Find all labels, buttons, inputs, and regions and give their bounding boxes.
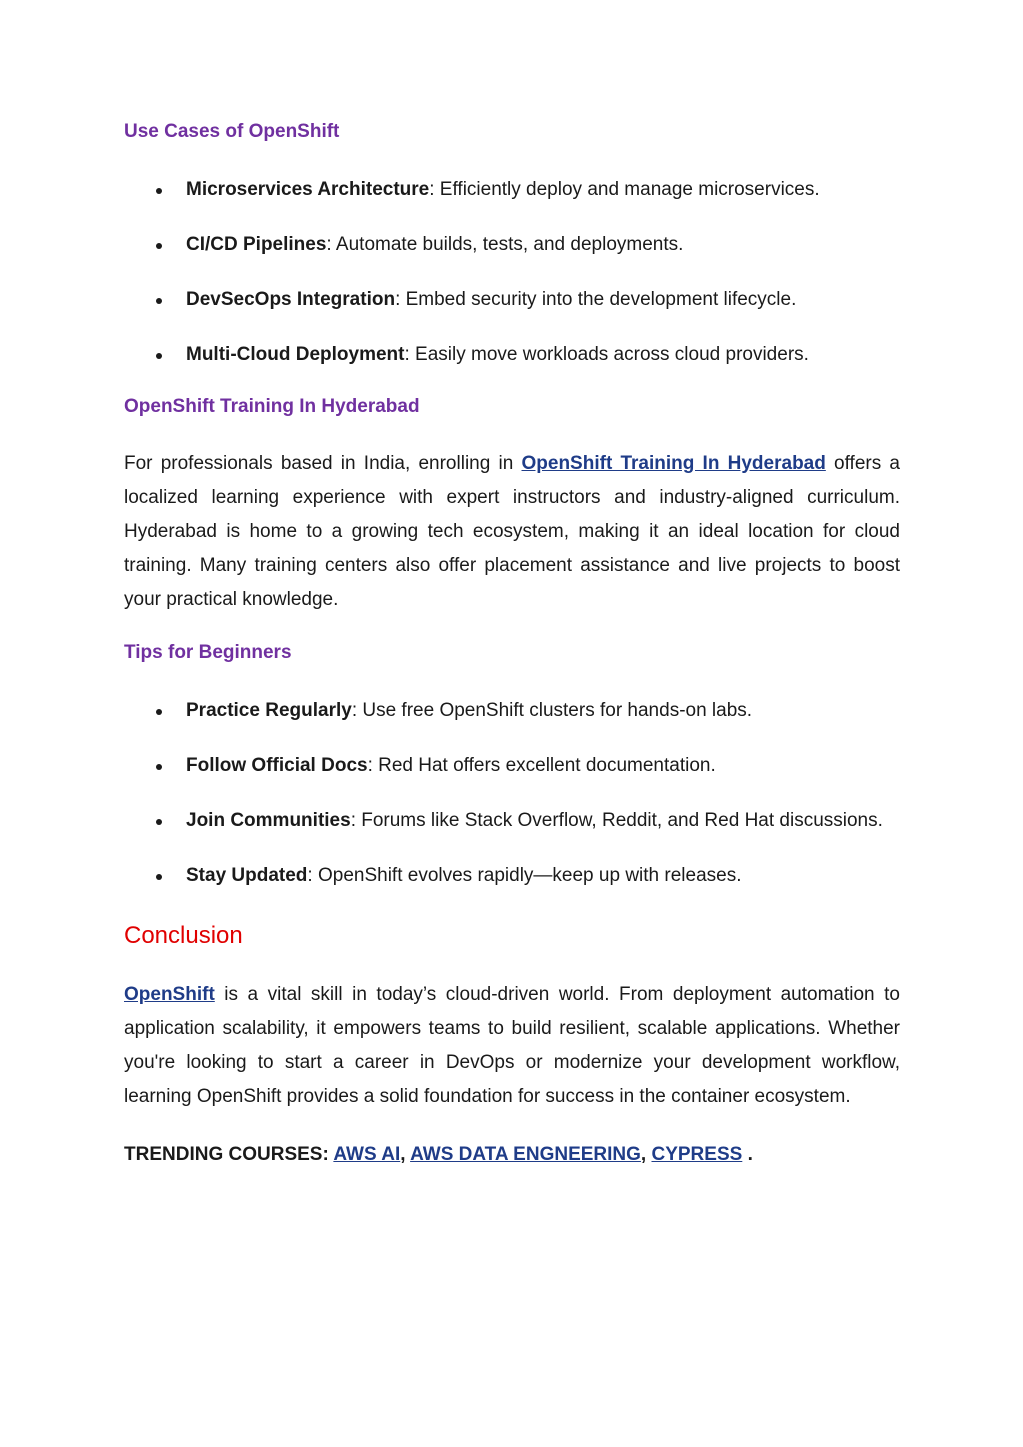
item-term: Follow Official Docs: [186, 755, 368, 776]
list-item: [124, 804, 900, 838]
separator: ,: [400, 1144, 411, 1165]
list-item: [124, 749, 900, 783]
item-desc: : Forums like Stack Overflow, Reddit, and Red Hat discussions.: [350, 810, 883, 831]
item-desc: : OpenShift evolves rapidly—keep up with releases.: [307, 865, 742, 886]
conclusion-paragraph: [124, 978, 900, 1114]
aws-data-engineering-link[interactable]: AWS DATA ENGNEERING: [410, 1144, 641, 1165]
list-item: [124, 228, 900, 262]
list-item: [124, 694, 900, 728]
aws-ai-link[interactable]: AWS AI: [333, 1144, 401, 1165]
item-term: Multi-Cloud Deployment: [186, 344, 405, 365]
use-cases-list: [124, 173, 900, 372]
bullet-icon: [156, 298, 162, 304]
list-item: [124, 859, 900, 893]
bullet-icon: [156, 874, 162, 880]
bullet-icon: [156, 819, 162, 825]
list-item: [124, 338, 900, 372]
item-term: CI/CD Pipelines: [186, 234, 327, 255]
item-desc: : Automate builds, tests, and deployments.: [326, 234, 684, 255]
bullet-icon: [156, 709, 162, 715]
item-term: Practice Regularly: [186, 700, 352, 721]
bullet-icon: [156, 188, 162, 194]
list-item: [124, 283, 900, 317]
cypress-link[interactable]: CYPRESS: [651, 1144, 743, 1165]
list-item: [124, 173, 900, 207]
bullet-icon: [156, 243, 162, 249]
document-page: [124, 118, 900, 1172]
trending-courses: [124, 1138, 900, 1172]
tips-heading: Tips for Beginners: [124, 642, 292, 663]
item-desc: : Easily move workloads across cloud providers.: [404, 344, 809, 365]
item-desc: : Use free OpenShift clusters for hands-on labs.: [351, 700, 753, 721]
separator: ,: [640, 1144, 652, 1165]
conclusion-heading: Conclusion: [124, 922, 243, 949]
openshift-link[interactable]: OpenShift: [124, 984, 215, 1005]
item-term: Microservices Architecture: [186, 179, 430, 200]
conclusion-text: is a vital skill in today’s cloud-driven world. From deployment automation to application scalability, it empowers teams to build resilient, scalable applications. Whether you're looking to start a career in DevOps or modernize your development workflow, learning OpenShift provides a solid foundation for success in the container ecosystem.: [124, 984, 900, 1107]
training-text-before: For professionals based in India, enrolling in: [124, 453, 522, 474]
training-heading: OpenShift Training In Hyderabad: [124, 396, 420, 417]
item-desc: : Red Hat offers excellent documentation.: [367, 755, 716, 776]
item-term: Join Communities: [186, 810, 351, 831]
item-term: Stay Updated: [186, 865, 308, 886]
bullet-icon: [156, 764, 162, 770]
item-term: DevSecOps Integration: [186, 289, 396, 310]
item-desc: : Embed security into the development lifecycle.: [395, 289, 797, 310]
bullet-icon: [156, 353, 162, 359]
training-text-after: offers a localized learning experience with expert instructors and industry-aligned curriculum. Hyderabad is home to a growing tech ecosystem, making it an ideal location for cloud training. Many training centers also offer placement assistance and live projects to boost your practical knowledge.: [124, 453, 900, 610]
use-cases-heading: Use Cases of OpenShift: [124, 121, 340, 142]
training-link[interactable]: OpenShift Training In Hyderabad: [521, 453, 826, 474]
item-desc: : Efficiently deploy and manage microservices.: [429, 179, 820, 200]
training-paragraph: [124, 447, 900, 617]
trailing-period: .: [742, 1144, 753, 1165]
trending-label: TRENDING COURSES:: [124, 1144, 334, 1165]
tips-list: [124, 694, 900, 893]
